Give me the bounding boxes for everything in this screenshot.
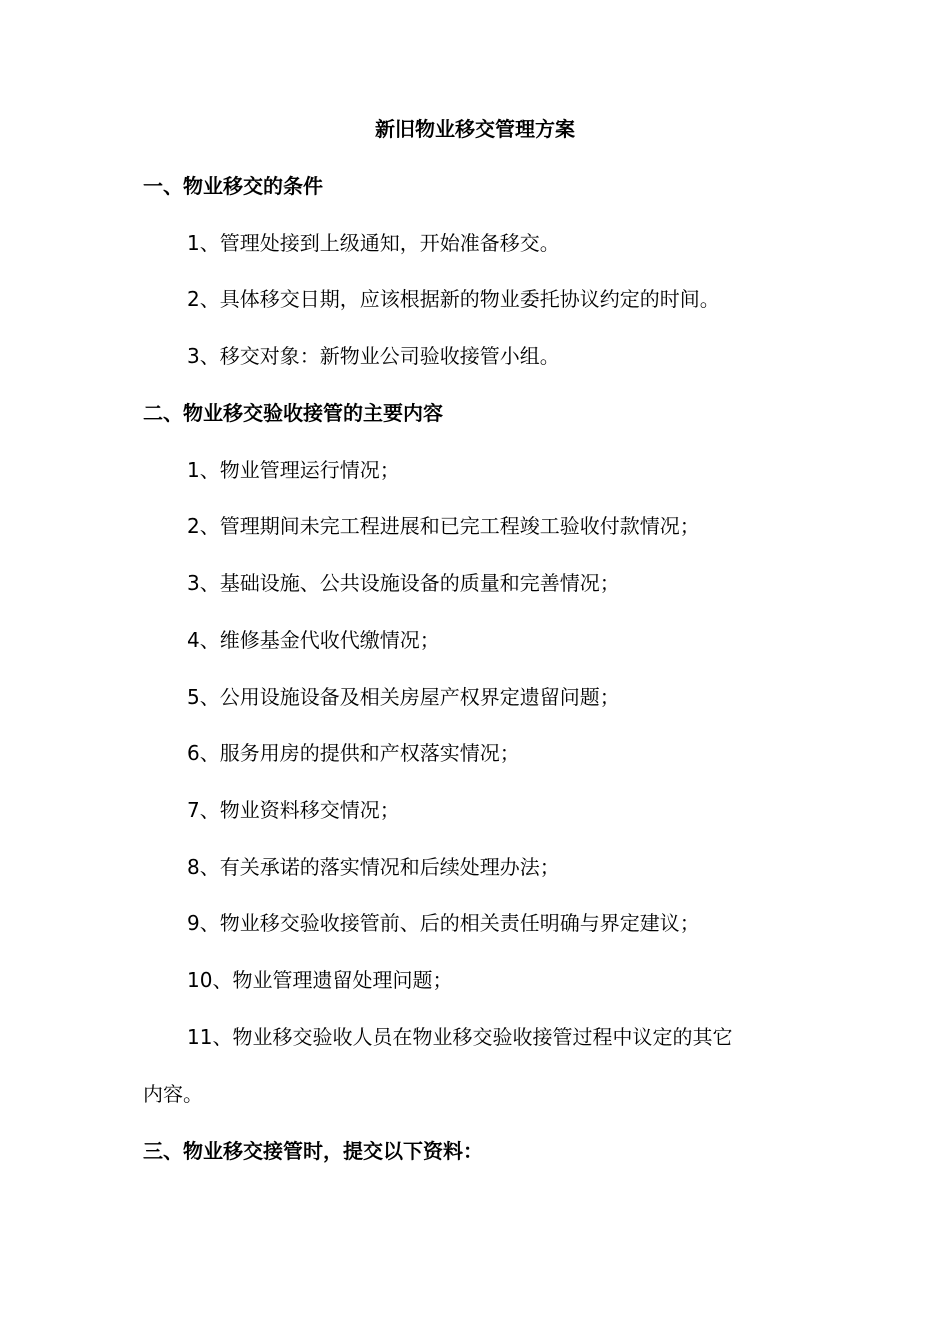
list-item: 1、物业管理运行情况； [187,458,400,482]
list-item: 9、物业移交验收接管前、后的相关责任明确与界定建议； [187,911,700,935]
list-item: 3、基础设施、公共设施设备的质量和完善情况； [187,571,620,595]
section-heading-1: 一、物业移交的条件 [143,174,323,198]
list-item: 2、管理期间未完工程进展和已完工程竣工验收付款情况； [187,514,700,538]
section-heading-3: 三、物业移交接管时，提交以下资料： [143,1139,483,1163]
list-item: 10、物业管理遗留处理问题； [187,968,453,992]
document-title: 新旧物业移交管理方案 [375,117,575,141]
list-item: 8、有关承诺的落实情况和后续处理办法； [187,855,560,879]
list-item: 1、管理处接到上级通知，开始准备移交。 [187,231,560,255]
section-heading-2: 二、物业移交验收接管的主要内容 [143,401,443,425]
list-item: 3、移交对象：新物业公司验收接管小组。 [187,344,560,368]
list-item: 7、物业资料移交情况； [187,798,400,822]
list-item: 2、具体移交日期，应该根据新的物业委托协议约定的时间。 [187,287,720,311]
list-item-continuation: 内容。 [143,1082,203,1106]
list-item: 6、服务用房的提供和产权落实情况； [187,741,520,765]
list-item: 5、公用设施设备及相关房屋产权界定遗留问题； [187,685,620,709]
list-item: 11、物业移交验收人员在物业移交验收接管过程中议定的其它 [187,1025,733,1049]
list-item: 4、维修基金代收代缴情况； [187,628,440,652]
